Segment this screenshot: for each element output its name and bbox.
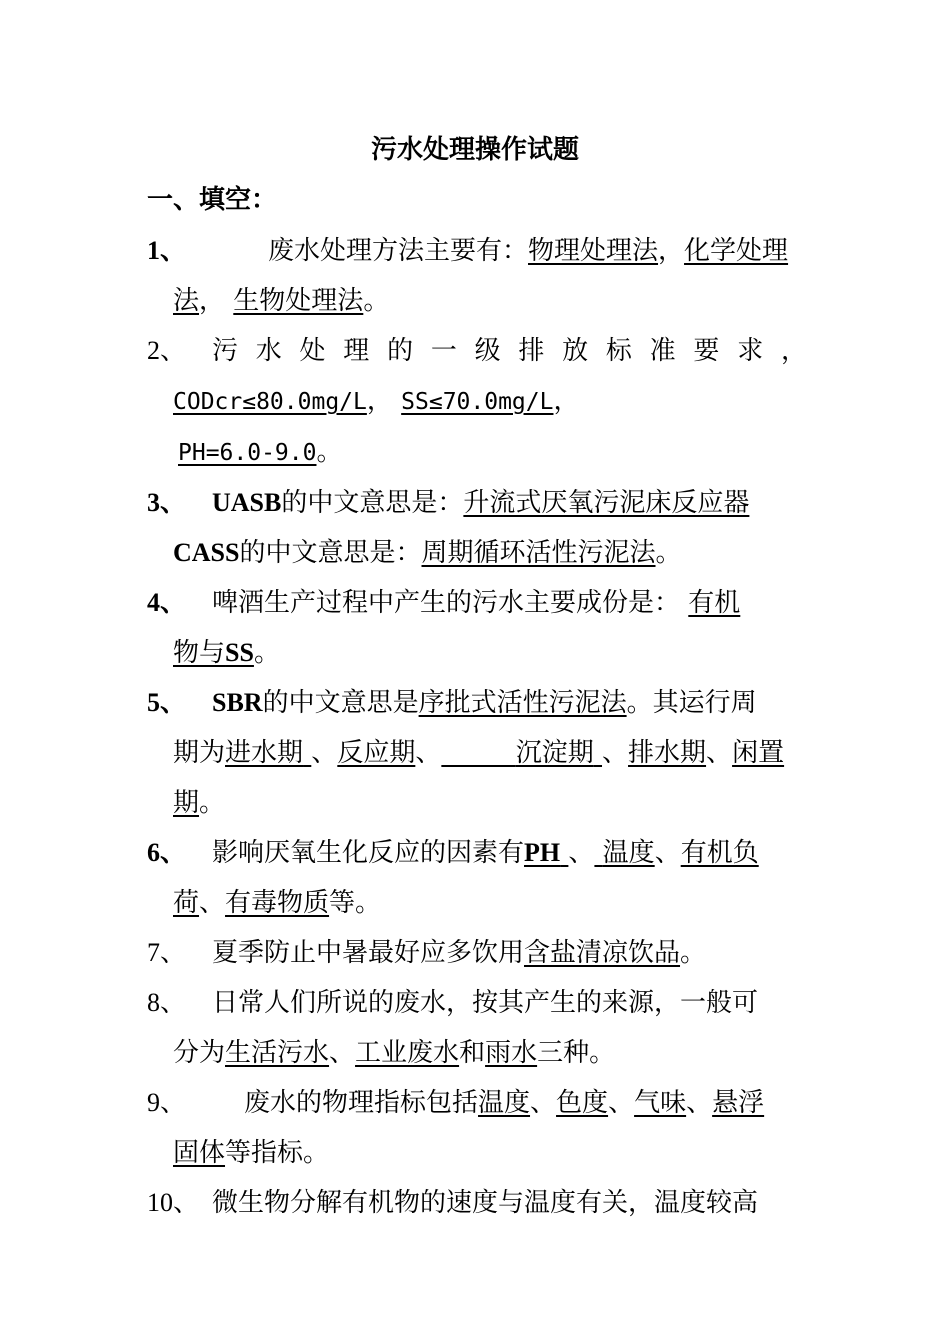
answer-blank: SS bbox=[225, 638, 254, 667]
term: SBR bbox=[212, 688, 263, 717]
answer-blank: 反应期 bbox=[337, 738, 416, 768]
question-number: 10、 bbox=[147, 1188, 200, 1217]
question-7 bbox=[147, 928, 807, 978]
punctuation: ， bbox=[199, 286, 226, 316]
char: 准 bbox=[649, 336, 676, 366]
answer-blank: 周期循环活性污泥法 bbox=[421, 538, 656, 568]
answer-blank: 闲置 bbox=[732, 738, 785, 768]
question-number: 5、 bbox=[147, 688, 187, 717]
answer-blank: 荷 bbox=[173, 888, 200, 918]
answer-blank: 法 bbox=[173, 286, 200, 316]
question-text: 影响厌氧生化反应的因素有 bbox=[212, 838, 525, 868]
answer-blank: 有毒物质 bbox=[225, 888, 330, 918]
question-5 bbox=[147, 678, 807, 828]
answer-blank: 温度 bbox=[478, 1088, 531, 1118]
punctuation: 、 bbox=[415, 738, 442, 768]
punctuation: 、 bbox=[568, 838, 595, 868]
punctuation: 。 bbox=[680, 938, 707, 968]
answer-blank: 有机 bbox=[688, 588, 741, 618]
question-line bbox=[173, 878, 807, 928]
char: 级 bbox=[474, 336, 501, 366]
question-text: 等。 bbox=[329, 888, 382, 918]
question-line bbox=[173, 578, 807, 628]
question-number: 8、 bbox=[147, 988, 187, 1017]
punctuation: 、 bbox=[199, 888, 226, 918]
question-number: 2、 bbox=[147, 336, 187, 365]
question-text: 废水处理方法主要有： bbox=[268, 236, 529, 266]
question-6 bbox=[147, 828, 807, 928]
answer-blank: 物与 bbox=[173, 638, 226, 668]
char: 处 bbox=[299, 336, 326, 366]
question-text: 三种。 bbox=[537, 1038, 616, 1068]
question-line bbox=[173, 376, 807, 427]
question-line bbox=[173, 828, 807, 878]
answer-blank: CODcr≤80.0mg/L bbox=[173, 389, 367, 415]
term: CASS bbox=[173, 538, 240, 567]
answer-blank: 序批式活性污泥法 bbox=[418, 688, 627, 718]
punctuation: 、 bbox=[686, 1088, 713, 1118]
question-2 bbox=[147, 326, 807, 478]
answer-blank: SS≤70.0mg/L bbox=[401, 389, 554, 415]
answer-blank: 固体 bbox=[173, 1138, 226, 1168]
char: ， bbox=[780, 336, 807, 366]
answer-blank: PH bbox=[524, 838, 561, 867]
question-number: 3、 bbox=[147, 488, 187, 517]
answer-blank: 温度 bbox=[602, 838, 655, 868]
char: 一 bbox=[430, 336, 457, 366]
punctuation: 、 bbox=[608, 1088, 635, 1118]
answer-blank: 生活污水 bbox=[225, 1038, 330, 1068]
question-text: 期为 bbox=[173, 738, 226, 768]
question-4 bbox=[147, 578, 807, 678]
answer-blank: 排水期 bbox=[628, 738, 707, 768]
punctuation: 、 bbox=[602, 738, 629, 768]
char: 放 bbox=[562, 336, 589, 366]
punctuation: 、 bbox=[311, 738, 338, 768]
question-3 bbox=[147, 478, 807, 578]
punctuation: ， bbox=[553, 386, 580, 416]
question-text: 夏季防止中暑最好应多饮用 bbox=[212, 938, 525, 968]
char: 要 bbox=[693, 336, 720, 366]
question-line bbox=[173, 728, 807, 778]
punctuation: ， bbox=[366, 386, 393, 416]
question-1 bbox=[147, 226, 807, 326]
answer-blank: 进水期 bbox=[225, 738, 304, 768]
question-text: 的中文意思是 bbox=[262, 688, 419, 718]
punctuation: 。 bbox=[655, 538, 682, 568]
punctuation: 。 bbox=[199, 788, 226, 818]
punctuation: ， bbox=[658, 236, 685, 266]
answer-blank: 升流式厌氧污泥床反应器 bbox=[463, 488, 750, 518]
answer-blank: 化学处理 bbox=[684, 236, 789, 266]
char: 污 bbox=[212, 336, 239, 366]
question-9 bbox=[147, 1078, 807, 1178]
punctuation: 、 bbox=[329, 1038, 356, 1068]
question-text: 微生物分解有机物的速度与温度有关，温度较高 bbox=[212, 1188, 759, 1218]
answer-blank: 雨水 bbox=[485, 1038, 538, 1068]
question-line bbox=[173, 226, 807, 276]
char: 理 bbox=[343, 336, 370, 366]
question-line bbox=[173, 978, 807, 1028]
question-list bbox=[147, 226, 807, 1228]
question-text: 的中文意思是： bbox=[281, 488, 464, 518]
question-line bbox=[173, 1078, 807, 1128]
section-heading: 一、填空： bbox=[147, 185, 278, 215]
question-line bbox=[173, 778, 807, 828]
question-text: 啤酒生产过程中产生的污水主要成份是： bbox=[212, 588, 681, 618]
question-line bbox=[173, 678, 807, 728]
punctuation: 、 bbox=[530, 1088, 557, 1118]
question-line bbox=[173, 1028, 807, 1078]
char: 水 bbox=[255, 336, 282, 366]
answer-blank: 期 bbox=[173, 788, 200, 818]
document-title: 污水处理操作试题 bbox=[370, 135, 579, 165]
question-10 bbox=[147, 1178, 807, 1228]
question-text: 和 bbox=[459, 1038, 486, 1068]
answer-blank: 悬浮 bbox=[712, 1088, 765, 1118]
answer-blank: PH=6.0-9.0 bbox=[178, 440, 317, 466]
question-text: 废水的物理指标包括 bbox=[244, 1088, 479, 1118]
char: 标 bbox=[605, 336, 632, 366]
answer-blank: 沉淀期 bbox=[515, 738, 594, 768]
punctuation: 。 bbox=[253, 638, 280, 668]
punctuation: 、 bbox=[654, 838, 681, 868]
question-line bbox=[173, 1128, 807, 1178]
question-number: 9、 bbox=[147, 1088, 187, 1117]
question-text: 日常人们所说的废水，按其产生的来源，一般可 bbox=[212, 988, 759, 1018]
question-line bbox=[173, 928, 807, 978]
answer-blank: 工业废水 bbox=[355, 1038, 460, 1068]
question-number: 4、 bbox=[147, 588, 187, 617]
punctuation: 、 bbox=[706, 738, 733, 768]
question-line bbox=[173, 1178, 807, 1228]
question-text: 的中文意思是： bbox=[239, 538, 422, 568]
char: 的 bbox=[387, 336, 414, 366]
question-text: 等指标。 bbox=[225, 1138, 330, 1168]
answer-blank: 物理处理法 bbox=[528, 236, 659, 266]
question-number: 7、 bbox=[147, 938, 187, 967]
question-number: 6、 bbox=[147, 838, 187, 867]
punctuation: 。 bbox=[363, 286, 390, 316]
question-line bbox=[173, 478, 807, 528]
question-8 bbox=[147, 978, 807, 1078]
answer-blank: 色度 bbox=[556, 1088, 609, 1118]
answer-blank: 气味 bbox=[634, 1088, 687, 1118]
answer-blank: 有机负 bbox=[680, 838, 759, 868]
question-number: 1、 bbox=[147, 236, 187, 265]
question-text: 分为 bbox=[173, 1038, 226, 1068]
char: 排 bbox=[518, 336, 545, 366]
answer-blank: 生物处理法 bbox=[233, 286, 364, 316]
question-line bbox=[173, 276, 807, 326]
term: UASB bbox=[212, 488, 282, 517]
char: 求 bbox=[737, 336, 764, 366]
question-line bbox=[173, 326, 807, 376]
question-line bbox=[173, 528, 807, 578]
question-line bbox=[173, 427, 807, 478]
question-text: 。其运行周 bbox=[626, 688, 757, 718]
answer-blank: 含盐清凉饮品 bbox=[524, 938, 681, 968]
punctuation: 。 bbox=[316, 437, 343, 467]
question-line bbox=[173, 628, 807, 678]
